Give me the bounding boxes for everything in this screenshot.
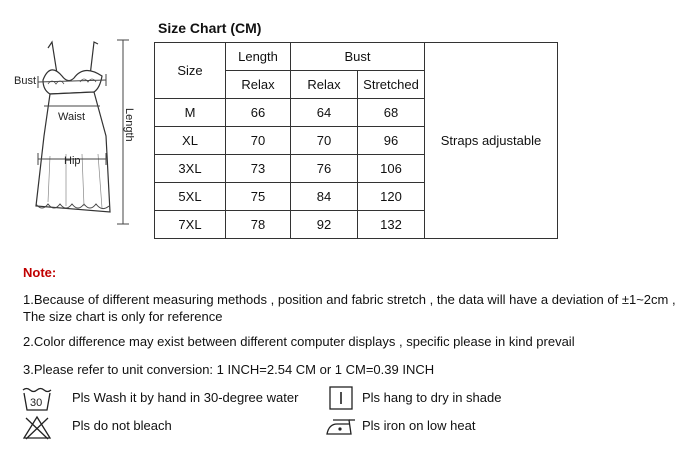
note-line-1b: The size chart is only for reference bbox=[23, 309, 223, 324]
dress-body bbox=[36, 92, 110, 212]
bust-relax-header: Relax bbox=[291, 71, 358, 99]
bust-relax-cell: 64 bbox=[291, 99, 358, 127]
hang-dry-icon bbox=[328, 385, 354, 411]
iron-icon bbox=[325, 414, 357, 438]
size-cell: 7XL bbox=[155, 211, 226, 239]
waist-label: Waist bbox=[58, 111, 86, 123]
note-line-2: 2.Color difference may exist between different computer displays , specific please in kind prevail bbox=[23, 334, 575, 349]
bust-relax-cell: 92 bbox=[291, 211, 358, 239]
bust-stretched-header: Stretched bbox=[358, 71, 425, 99]
size-cell: M bbox=[155, 99, 226, 127]
bust-relax-cell: 70 bbox=[291, 127, 358, 155]
hand-wash-icon bbox=[22, 386, 52, 412]
length-cell: 78 bbox=[226, 211, 291, 239]
note-label: Note: bbox=[23, 265, 57, 280]
chart-title: Size Chart (CM) bbox=[158, 20, 262, 36]
straps-note: Straps adjustable bbox=[425, 43, 558, 239]
bust-stretched-cell: 106 bbox=[358, 155, 425, 183]
bleach-text: Pls do not bleach bbox=[72, 418, 172, 433]
bust-stretched-cell: 132 bbox=[358, 211, 425, 239]
bust-header: Bust bbox=[291, 43, 425, 71]
size-header: Size bbox=[155, 43, 226, 99]
bust-stretched-cell: 96 bbox=[358, 127, 425, 155]
length-label: Length bbox=[123, 108, 135, 142]
no-bleach-icon bbox=[22, 414, 52, 440]
length-cell: 70 bbox=[226, 127, 291, 155]
length-cell: 73 bbox=[226, 155, 291, 183]
length-cell: 66 bbox=[226, 99, 291, 127]
note-line-1a: 1.Because of different measuring methods , position and fabric stretch , the data will have a deviation of ±1~2cm , bbox=[23, 292, 676, 307]
iron-text: Pls iron on low heat bbox=[362, 418, 476, 433]
wash-text: Pls Wash it by hand in 30-degree water bbox=[72, 390, 299, 405]
size-cell: 5XL bbox=[155, 183, 226, 211]
garment-diagram bbox=[10, 36, 150, 236]
bust-stretched-cell: 120 bbox=[358, 183, 425, 211]
size-cell: 3XL bbox=[155, 155, 226, 183]
hip-label: Hip bbox=[64, 155, 81, 167]
note-line-3: 3.Please refer to unit conversion: 1 INCH=2.54 CM or 1 CM=0.39 INCH bbox=[23, 362, 435, 377]
wash-temp: 30 bbox=[30, 397, 43, 409]
hang-text: Pls hang to dry in shade bbox=[362, 390, 502, 405]
length-cell: 75 bbox=[226, 183, 291, 211]
length-header: Length bbox=[226, 43, 291, 71]
bust-relax-cell: 76 bbox=[291, 155, 358, 183]
bust-stretched-cell: 68 bbox=[358, 99, 425, 127]
size-cell: XL bbox=[155, 127, 226, 155]
size-table bbox=[154, 42, 558, 239]
length-relax-header: Relax bbox=[226, 71, 291, 99]
bust-relax-cell: 84 bbox=[291, 183, 358, 211]
bust-label: Bust bbox=[14, 75, 37, 87]
